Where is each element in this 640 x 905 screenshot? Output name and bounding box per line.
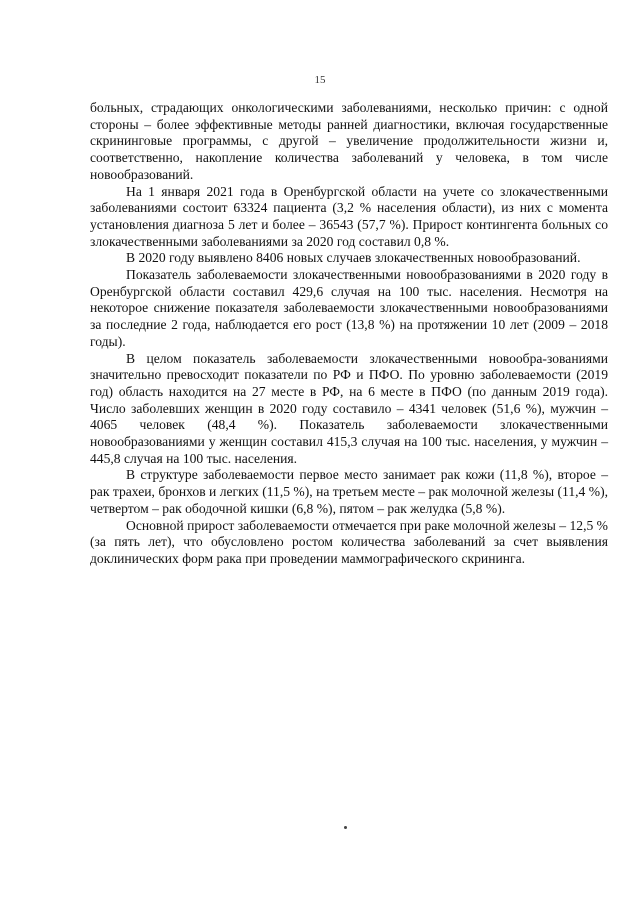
scan-speck xyxy=(344,826,347,829)
paragraph: больных, страдающих онкологическими заболеваниями, несколько причин: с одной стороны – более эффективные методы ранней диагностики, включая государственные скрининговые программы, с другой – увеличение продолжительности жизни и, соответственно, накопление количества заболеваний у человека, в том числе новообразований. xyxy=(90,100,608,182)
paragraph: Показатель заболеваемости злокачественными новообразованиями в 2020 году в Оренбургской области составил 429,6 случая на 100 тыс. населения. Несмотря на некоторое снижение показателя заболеваемости злокачественными новообразованиями за последние 2 года, наблюдается его рост (13,8 %) на протяжении 10 лет (2009 – 2018 годы). xyxy=(90,267,608,349)
paragraph: В 2020 году выявлено 8406 новых случаев злокачественных новообразований. xyxy=(126,250,581,266)
page-number: 15 xyxy=(314,74,326,86)
paragraph: На 1 января 2021 года в Оренбургской области на учете со злокачественными заболеваниями состоит 63324 пациента (3,2 % населения области), из них с момента установления диагноза 5 лет и более – 36543 (57,7 %). Прирост контингента больных со злокачественными заболеваниями за 2020 год составил 0,8 %. xyxy=(90,183,608,249)
paragraph: В структуре заболеваемости первое место занимает рак кожи (11,8 %), второе – рак трахеи, бронхов и легких (11,5 %), на третьем месте – рак молочной железы (11,4 %), четвертом – рак ободочной кишки (6,8 %), пятом – рак желудка (5,8 %). xyxy=(90,467,608,516)
paragraph: Основной прирост заболеваемости отмечается при раке молочной железы – 12,5 % (за пять лет), что обусловлено ростом количества заболеваний за счет выявления доклинических форм рака при проведении маммографического скрининга. xyxy=(90,517,608,566)
document-body xyxy=(90,100,608,568)
paragraph: В целом показатель заболеваемости злокачественными новообра-зованиями значительно превосходит показатели по РФ и ПФО. По уровню заболеваемости (2019 год) область находится на 27 месте в РФ, на 6 месте в ПФО (по данным 2019 года). Число заболевших женщин в 2020 году составило – 4341 человек (51,6 %), мужчин – 4065 человек (48,4 %). Показатель заболеваемости злокачественными новообразованиями у женщин составил 415,3 случая на 100 тыс. населения, у мужчин – 445,8 случая на 100 тыс. населения. xyxy=(90,350,608,466)
